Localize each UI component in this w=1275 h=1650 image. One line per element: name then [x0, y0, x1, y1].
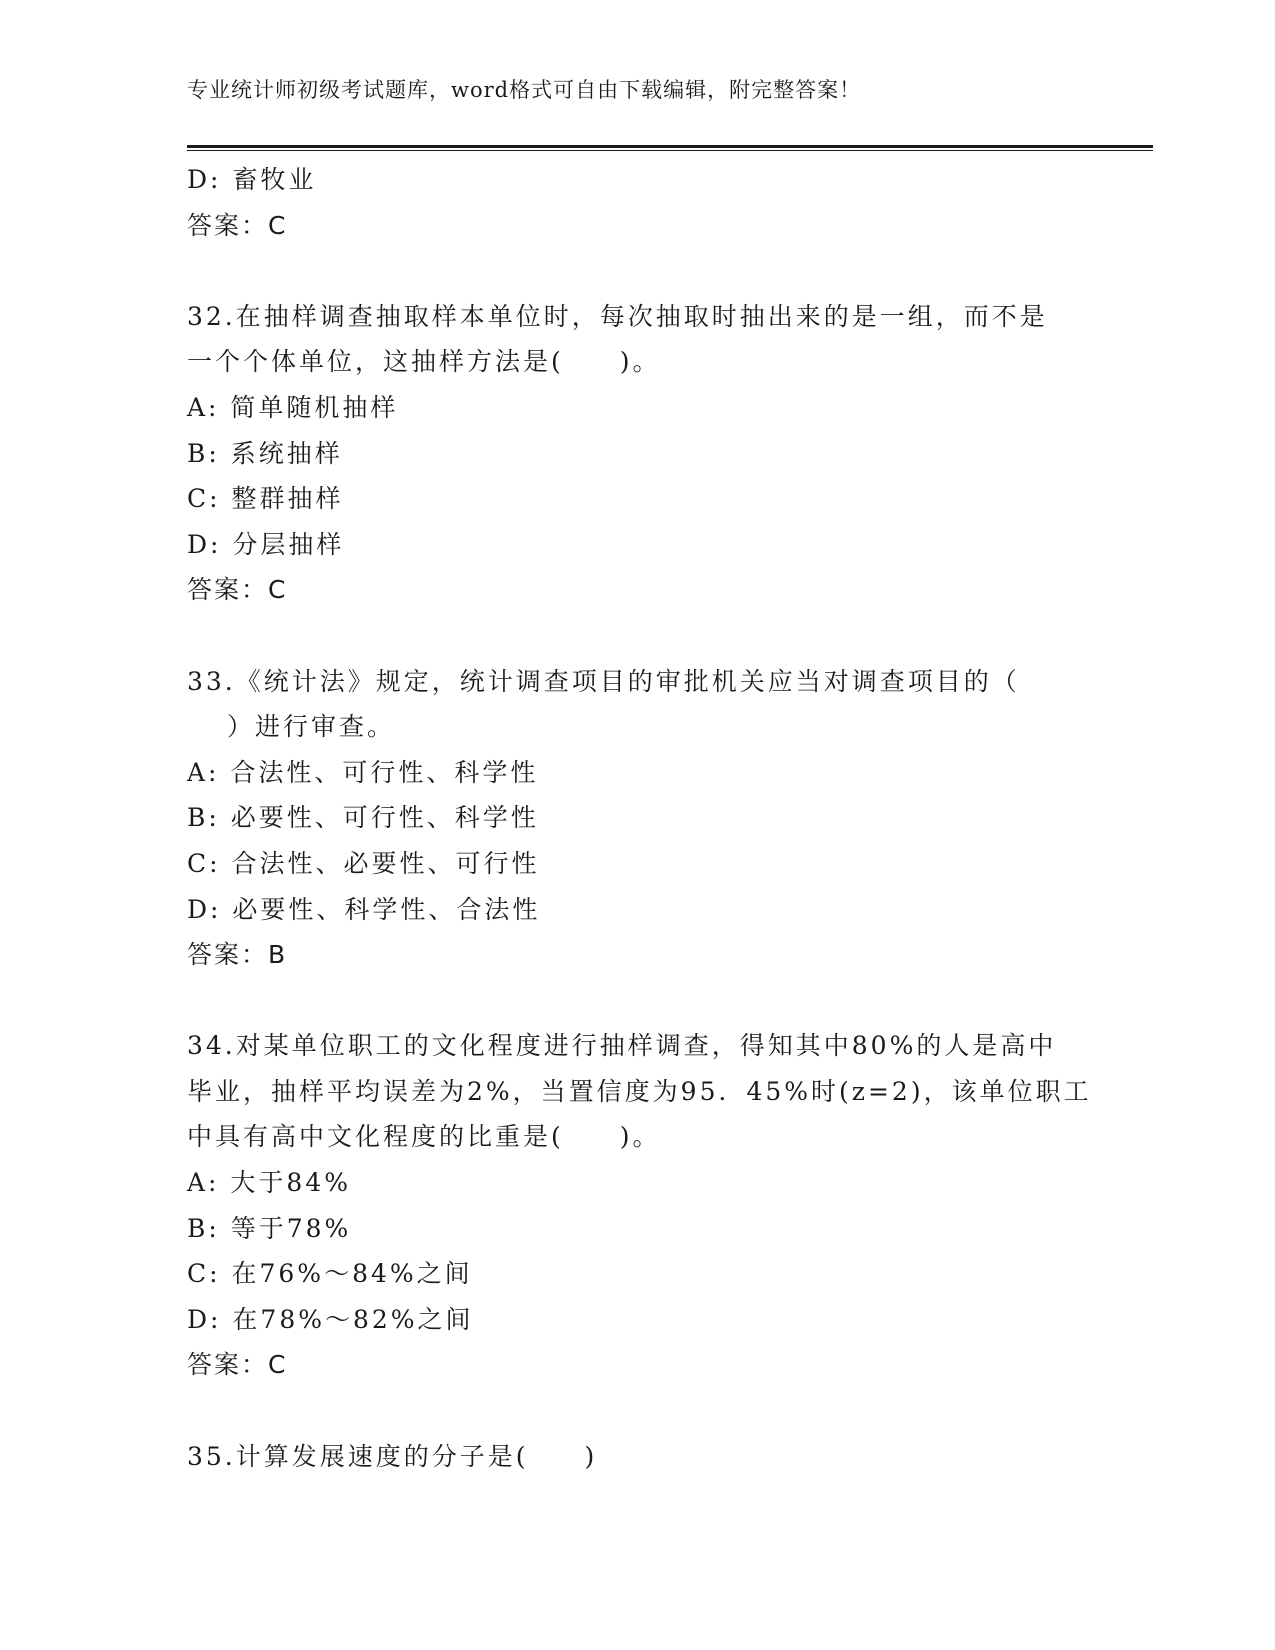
question-32 [187, 294, 1087, 613]
option-c: C: 合法性、必要性、可行性 [187, 848, 540, 878]
option-b: B: 系统抽样 [187, 438, 343, 468]
question-33 [187, 659, 1087, 978]
question-35 [187, 1434, 1087, 1480]
option-c: C: 在76%～84%之间 [187, 1259, 473, 1289]
question-text: 毕业，抽样平均误差为2%，当置信度为95．45%时(z=2)，该单位职工 [187, 1076, 1092, 1106]
option-a: A: 合法性、可行性、科学性 [187, 757, 539, 787]
option-b: B: 等于78% [187, 1213, 352, 1243]
option-d: D: 畜牧业 [187, 165, 317, 194]
question-34 [187, 1023, 1092, 1388]
question-text: 35.计算发展速度的分子是( ) [187, 1441, 598, 1471]
option-d: D: 分层抽样 [187, 529, 345, 559]
header-rule-thin [187, 150, 1153, 151]
question-text: ）进行审查。 [227, 712, 396, 742]
answer: 答案：C [187, 1350, 288, 1380]
answer: 答案：C [187, 210, 288, 240]
option-a: A: 简单随机抽样 [187, 392, 399, 422]
question-content [187, 157, 1092, 1479]
question-text: 一个个体单位，这抽样方法是( )。 [187, 347, 661, 377]
option-a: A: 大于84% [187, 1168, 351, 1198]
page-header: 专业统计师初级考试题库，word格式可自由下载编辑，附完整答案！ [187, 78, 862, 102]
answer: 答案：B [187, 940, 288, 970]
question-text: 34.对某单位职工的文化程度进行抽样调查，得知其中80%的人是高中 [187, 1031, 1057, 1061]
question-text: 33.《统计法》规定，统计调查项目的审批机关应当对调查项目的（ [187, 666, 1020, 696]
header-rule-thick [187, 145, 1153, 148]
option-d: D: 必要性、科学性、合法性 [187, 894, 541, 924]
answer: 答案：C [187, 575, 288, 605]
option-b: B: 必要性、可行性、科学性 [187, 803, 539, 833]
question-text: 中具有高中文化程度的比重是( )。 [187, 1122, 661, 1152]
option-c: C: 整群抽样 [187, 484, 344, 514]
question-text: 32.在抽样调查抽取样本单位时，每次抽取时抽出来的是一组，而不是 [187, 301, 1048, 331]
option-d: D: 在78%～82%之间 [187, 1304, 474, 1334]
previous-question-tail [187, 157, 1087, 248]
